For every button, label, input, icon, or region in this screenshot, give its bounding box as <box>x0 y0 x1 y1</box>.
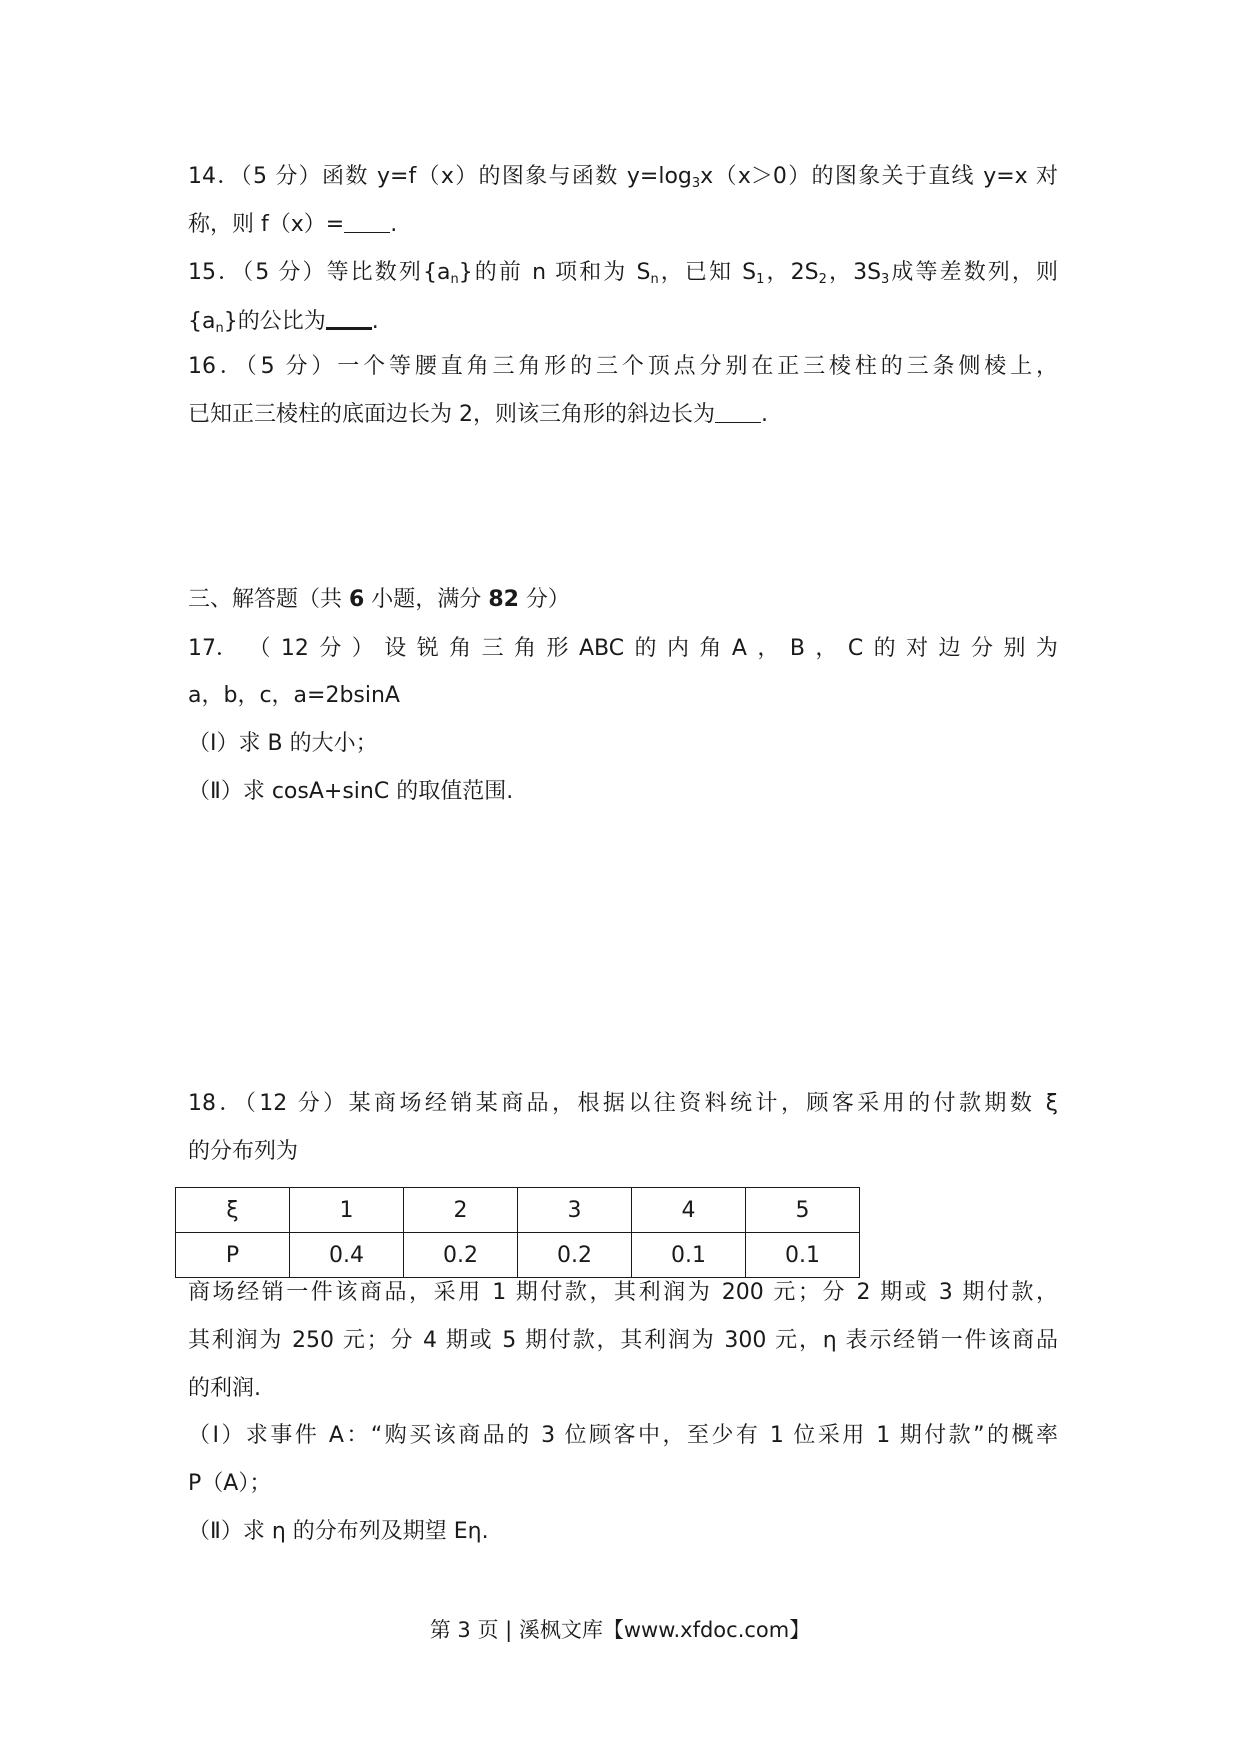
q17-part-2-text: （Ⅱ）求 cosA+sinC 的取值范围. <box>188 779 514 804</box>
q18-after-line-1 <box>188 1278 1058 1308</box>
table-cell: 2 <box>404 1188 518 1233</box>
q15-text-a: 15．（5 分）等比数列{a <box>188 260 451 285</box>
q14-log-base: 3 <box>691 176 701 191</box>
q15-text-g: {a <box>188 309 216 334</box>
table-row <box>176 1188 860 1233</box>
q14-text-a: 14．（5 分）函数 y=f（x）的图象与函数 y=log <box>188 164 692 189</box>
q17-word: 17． <box>188 636 238 661</box>
table-cell: 0.1 <box>746 1233 860 1278</box>
q16-text-b: 已知正三棱柱的底面边长为 2，则该三角形的斜边长为 <box>188 402 715 427</box>
table-cell: 4 <box>632 1188 746 1233</box>
q15-sub-4: 2 <box>818 272 827 287</box>
q17-part-1 <box>188 729 378 759</box>
q17-word: 分 <box>970 636 993 661</box>
q16-text-c: . <box>761 402 768 427</box>
section-heading-suffix: 分） <box>518 587 570 612</box>
q17-word: 别 <box>1003 636 1026 661</box>
q15-text-b: }的前 n 项和为 S <box>458 260 651 285</box>
q15-text-f: 成等差数列，则 <box>889 260 1058 285</box>
q16-text-a: 16．（5 分）一个等腰直角三角形的三个顶点分别在正三棱柱的三条侧棱上， <box>188 354 1058 379</box>
q18-part-2 <box>188 1517 489 1547</box>
section-heading-middle: 小题，满分 <box>364 587 489 612</box>
table-cell: 0.1 <box>632 1233 746 1278</box>
q18-text-b: 的分布列为 <box>188 1139 299 1164</box>
q17-line-1 <box>188 634 1058 664</box>
q17-word: 为 <box>1035 636 1058 661</box>
section-total-score: 82 <box>488 587 519 612</box>
section-heading <box>188 585 570 615</box>
distribution-table <box>175 1187 860 1278</box>
table-cell: ξ <box>176 1188 290 1233</box>
q18-part-1-text-2: P（A）； <box>188 1471 272 1496</box>
table-cell: 1 <box>290 1188 404 1233</box>
q17-word: ） <box>351 636 374 661</box>
q17-word: 内 <box>666 636 689 661</box>
q17-word: 的 <box>873 636 896 661</box>
q15-line-1 <box>188 258 1058 288</box>
q17-word: B <box>789 636 805 661</box>
table-cell: 0.2 <box>518 1233 632 1278</box>
q15-sub-1: n <box>450 272 459 287</box>
table-cell: 0.4 <box>290 1233 404 1278</box>
q17-word: A <box>731 636 747 661</box>
page-footer: 第 3 页 | 溪枫文库【www.xfdoc.com】 <box>429 1618 811 1642</box>
q14-text-b: x（x＞0）的图象关于直线 y=x 对 <box>700 164 1058 189</box>
q14-line-2 <box>188 210 397 240</box>
q17-word: 设 <box>384 636 407 661</box>
q16-answer-blank <box>715 400 761 423</box>
q18-part-1-text: （Ⅰ）求事件 A：“购买该商品的 3 位顾客中，至少有 1 位采用 1 期付款”的概率 <box>188 1423 1058 1448</box>
q15-text-h: }的公比为 <box>223 309 326 334</box>
table-cell: P <box>176 1233 290 1278</box>
q17-word: 锐 <box>416 636 439 661</box>
q18-text-d: 其利润为 250 元；分 4 期或 5 期付款，其利润为 300 元，η 表示经销一件该商品 <box>188 1328 1058 1353</box>
q18-part-1-line-1 <box>188 1421 1058 1451</box>
q18-line-1 <box>188 1089 1058 1119</box>
q15-line-2 <box>188 305 379 337</box>
q17-word: 12 <box>280 636 309 661</box>
q15-text-e: ，3S <box>826 260 882 285</box>
q15-sub-2: n <box>650 272 659 287</box>
q17-word: ABC <box>578 636 625 661</box>
q15-sub-3: 1 <box>756 272 765 287</box>
q17-word: 三 <box>481 636 504 661</box>
q17-line-2 <box>188 681 400 711</box>
q17-word: C <box>847 636 864 661</box>
q17-word: 对 <box>906 636 929 661</box>
q15-text-c: ，已知 S <box>658 260 757 285</box>
q17-word: 角 <box>514 636 537 661</box>
q18-after-line-3 <box>188 1374 261 1404</box>
q18-part-1-line-2 <box>188 1469 271 1499</box>
table-cell: 5 <box>746 1188 860 1233</box>
q17-word: 形 <box>546 636 569 661</box>
q17-part-1-text: （Ⅰ）求 B 的大小； <box>188 731 378 756</box>
section-heading-prefix: 三、解答题（共 <box>188 587 349 612</box>
q17-word: 分 <box>319 636 342 661</box>
q17-word: 边 <box>938 636 961 661</box>
q15-sub-6: n <box>215 321 224 336</box>
q17-word: （ <box>248 636 271 661</box>
q18-text-a: 18．（12 分）某商场经销某商品，根据以往资料统计，顾客采用的付款期数 ξ <box>188 1091 1058 1116</box>
q14-line-1 <box>188 162 1058 192</box>
q17-condition: a，b，c，a=2bsinA <box>188 683 400 708</box>
q14-text-c: 称，则 f（x）= <box>188 212 345 237</box>
q15-text-i: . <box>371 309 379 334</box>
q17-word: 的 <box>634 636 657 661</box>
q15-sub-5: 3 <box>881 272 890 287</box>
table-cell: 3 <box>518 1188 632 1233</box>
q18-after-line-2 <box>188 1326 1058 1356</box>
q14-answer-blank <box>344 210 390 233</box>
q16-line-1 <box>188 352 1058 382</box>
q17-part-2 <box>188 777 513 807</box>
q17-word: 角 <box>699 636 722 661</box>
q18-line-2 <box>188 1137 298 1167</box>
q15-text-d: ，2S <box>764 260 819 285</box>
q18-part-2-text: （Ⅱ）求 η 的分布列及期望 Eη. <box>188 1519 489 1544</box>
q16-line-2 <box>188 400 768 430</box>
section-question-count: 6 <box>349 587 365 612</box>
q14-text-d: . <box>390 212 398 237</box>
q17-word: 角 <box>449 636 472 661</box>
table-row <box>176 1233 860 1278</box>
q15-answer-blank <box>326 305 372 330</box>
q18-text-e: 的利润. <box>188 1376 261 1401</box>
q17-word: ， <box>757 636 780 661</box>
q18-text-c: 商场经销一件该商品，采用 1 期付款，其利润为 200 元；分 2 期或 3 期付款， <box>188 1280 1058 1305</box>
table-cell: 0.2 <box>404 1233 518 1278</box>
q17-word: ， <box>815 636 838 661</box>
